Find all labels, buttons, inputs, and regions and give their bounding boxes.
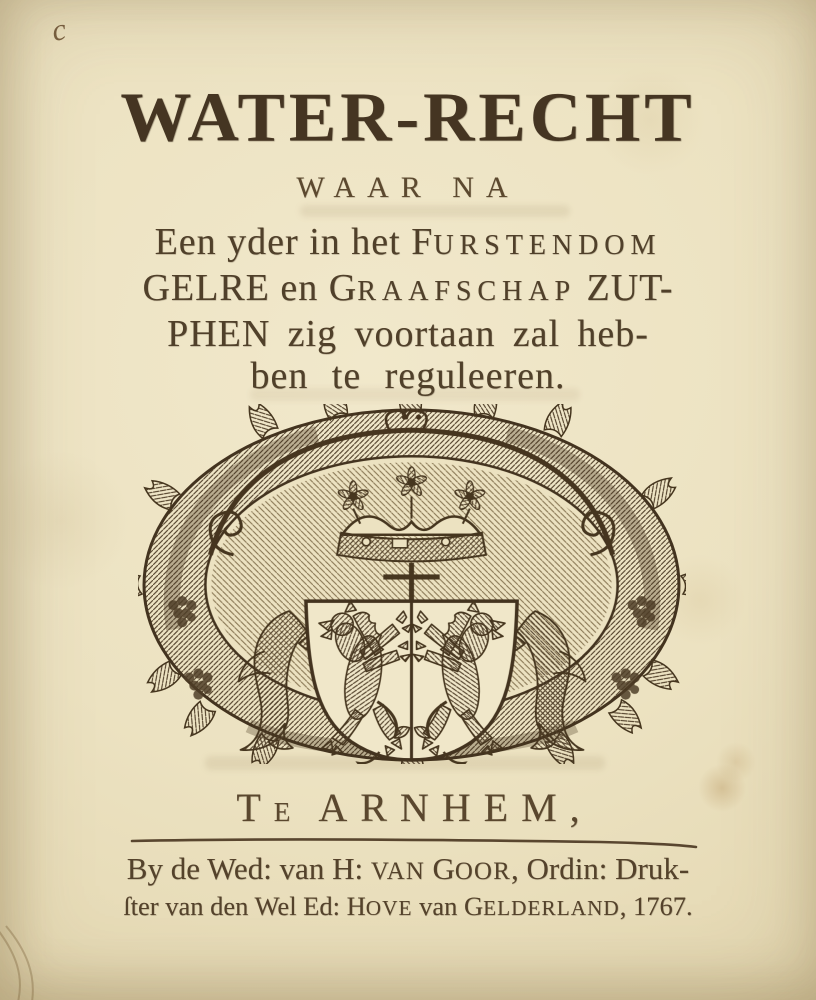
page-subtitle: WAAR NA xyxy=(296,171,520,204)
imprint-text: van xyxy=(412,891,464,921)
imprint-line-2 xyxy=(0,891,816,922)
imprint-smallcaps: OVE xyxy=(365,896,413,920)
statement-line-3: PHEN zig voortaan zal heb- xyxy=(167,313,649,355)
imprint-place-line xyxy=(0,784,816,831)
statement-text: Een yder in het xyxy=(154,221,412,263)
page-corner-curl xyxy=(0,924,116,1000)
statement-text: en xyxy=(269,267,329,309)
statement-smallcaps: RAAFSCHAP xyxy=(357,276,576,307)
imprint-smallcaps: ELDERLAND xyxy=(483,896,620,920)
statement-line-1 xyxy=(0,221,816,267)
gelderland-arms-woodcut xyxy=(138,404,686,764)
imprint-cap: G xyxy=(464,891,484,921)
place-smallcap: E xyxy=(273,797,304,827)
coat-of-arms-icon xyxy=(138,404,686,764)
statement-caps: ZUT- xyxy=(575,267,674,309)
show-through-smudge xyxy=(300,205,570,217)
statement-cap: G xyxy=(328,267,358,309)
statement-caps: GELRE xyxy=(142,267,270,309)
imprint-cap: G xyxy=(432,851,455,886)
statement-cap: F xyxy=(411,221,434,263)
imprint-cap: H xyxy=(346,891,366,921)
imprint-text: , 1767. xyxy=(619,891,693,921)
imprint-text: , Ordin: Druk- xyxy=(510,851,690,886)
place-city: ARNHEM xyxy=(318,785,570,830)
title-statement xyxy=(0,221,816,397)
imprint-line-1 xyxy=(0,851,816,887)
statement-smallcaps: URSTENDOM xyxy=(433,230,662,261)
imprint-smallcaps: VAN xyxy=(370,858,433,885)
imprint-text: By de Wed: van H: xyxy=(126,851,371,886)
imprint-text: ſter van den Wel Ed: xyxy=(123,891,347,921)
place-comma: , xyxy=(569,785,580,830)
imprint-smallcaps: OOR xyxy=(454,858,511,885)
statement-line-4: ben te reguleeren. xyxy=(250,355,566,397)
page-title: WATER-RECHT xyxy=(120,79,696,157)
handwritten-annotation: c xyxy=(48,11,69,48)
statement-line-2 xyxy=(0,267,816,313)
place-cap: T xyxy=(236,785,274,830)
imprint-divider-rule xyxy=(130,836,700,852)
